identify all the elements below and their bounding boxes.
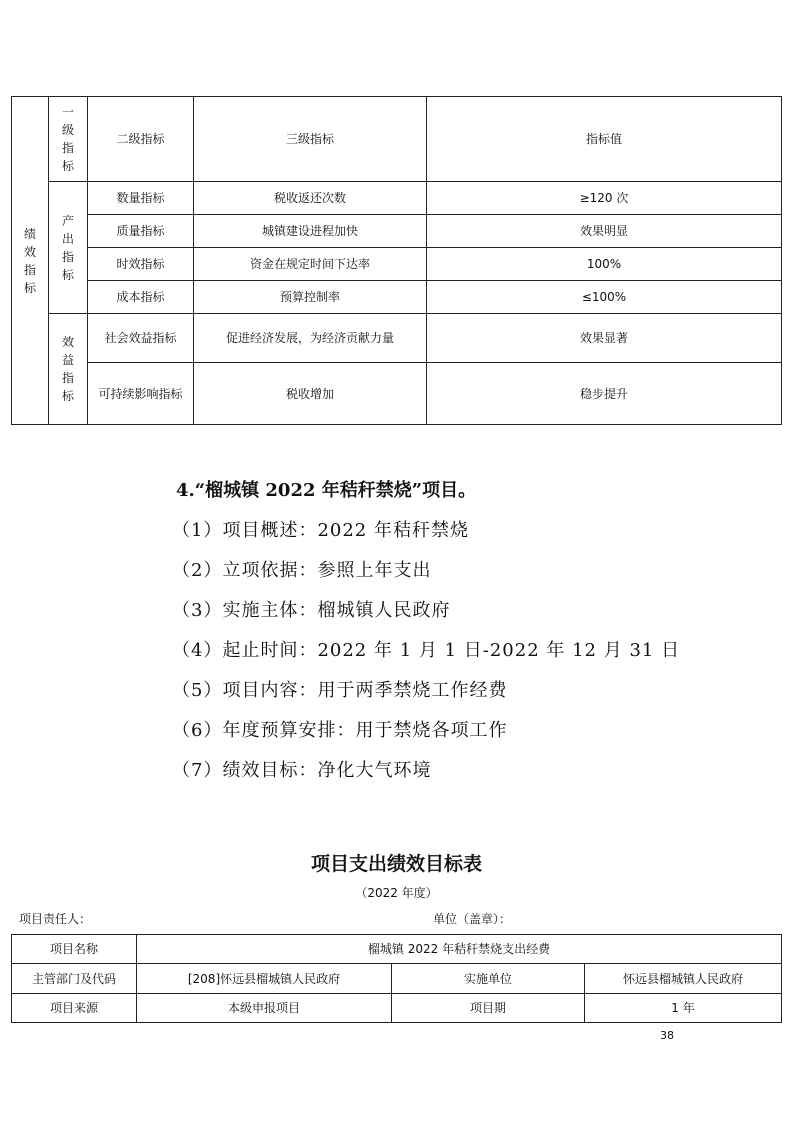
header-level2: 二级指标 — [88, 97, 194, 182]
value-cell: 100% — [427, 248, 782, 281]
benefit-label-char: 指 — [61, 371, 74, 385]
level2-cell: 社会效益指标 — [88, 314, 194, 363]
benefit-label-cell — [49, 314, 88, 425]
period-value: 1 年 — [585, 994, 782, 1023]
value-cell: ≥120 次 — [427, 182, 782, 215]
source-label: 项目来源 — [12, 994, 137, 1023]
responsible-person-label: 项目责任人： — [19, 912, 92, 926]
benefit-label-char: 标 — [61, 389, 74, 403]
level3-cell: 预算控制率 — [194, 281, 427, 314]
level2-cell: 数量指标 — [88, 182, 194, 215]
output-label-char: 出 — [61, 231, 74, 246]
section-label-char: 绩 — [23, 226, 36, 241]
level3-cell: 城镇建设进程加快 — [194, 215, 427, 248]
value-cell: 稳步提升 — [427, 363, 782, 425]
header-level1 — [49, 97, 88, 182]
level3-cell: 促进经济发展，为经济贡献力量 — [194, 314, 427, 363]
value-cell: 效果明显 — [427, 215, 782, 248]
table-row — [12, 182, 782, 215]
project-name-label: 项目名称 — [12, 935, 137, 964]
level2-cell: 时效指标 — [88, 248, 194, 281]
output-label-char: 标 — [61, 267, 74, 282]
period-label: 项目期 — [392, 994, 585, 1023]
performance-indicator-table — [11, 96, 782, 425]
section-label-cell — [12, 97, 49, 425]
section-title: 4.“榴城镇 2022 年秸秆禁烧”项目。 — [176, 480, 477, 501]
table-row — [12, 994, 782, 1023]
table-title: 项目支出绩效目标表 — [310, 853, 482, 875]
list-item: （3）实施主体：榴城镇人民政府 — [172, 600, 451, 621]
page-number: 38 — [660, 1029, 674, 1042]
level2-cell: 质量指标 — [88, 215, 194, 248]
header-level1-char: 指 — [61, 141, 74, 155]
list-item: （6）年度预算安排：用于禁烧各项工作 — [172, 720, 508, 741]
header-level1-char: 标 — [61, 159, 74, 173]
project-name-value: 榴城镇 2022 年秸秆禁烧支出经费 — [137, 935, 782, 964]
section-label-char: 效 — [23, 244, 36, 259]
list-item: （7）绩效目标：净化大气环境 — [172, 760, 432, 781]
value-cell: 效果显著 — [427, 314, 782, 363]
list-item: （4）起止时间：2022 年 1 月 1 日-2022 年 12 月 31 日 — [172, 640, 681, 661]
section-label-char: 指 — [23, 262, 36, 277]
table-year: （2022 年度） — [355, 886, 438, 900]
table-row — [12, 935, 782, 964]
level3-cell: 税收返还次数 — [194, 182, 427, 215]
level2-cell: 可持续影响指标 — [88, 363, 194, 425]
unit-seal-label: 单位（盖章）： — [433, 912, 512, 926]
table-row — [12, 314, 782, 363]
header-level1-char: 一 — [61, 105, 74, 119]
section-label-char: 标 — [23, 280, 36, 295]
impl-value: 怀远县榴城镇人民政府 — [585, 964, 782, 994]
table-row — [12, 215, 782, 248]
output-label-char: 产 — [61, 213, 74, 228]
output-label-char: 指 — [61, 249, 74, 264]
output-label-cell — [49, 182, 88, 314]
level3-cell: 资金在规定时间下达率 — [194, 248, 427, 281]
header-level3: 三级指标 — [194, 97, 427, 182]
table-row — [12, 964, 782, 994]
source-value: 本级申报项目 — [137, 994, 392, 1023]
level2-cell: 成本指标 — [88, 281, 194, 314]
header-value: 指标值 — [427, 97, 782, 182]
list-item: （5）项目内容：用于两季禁烧工作经费 — [172, 680, 508, 701]
header-level1-char: 级 — [61, 123, 74, 137]
dept-label: 主管部门及代码 — [12, 964, 137, 994]
project-target-table — [11, 934, 782, 1023]
dept-value: [208]怀远县榴城镇人民政府 — [137, 964, 392, 994]
list-item: （2）立项依据：参照上年支出 — [172, 560, 432, 581]
level3-cell: 税收增加 — [194, 363, 427, 425]
value-cell: ≤100% — [427, 281, 782, 314]
table-row — [12, 248, 782, 281]
table-row — [12, 363, 782, 425]
table-row — [12, 281, 782, 314]
list-item: （1）项目概述：2022 年秸秆禁烧 — [172, 520, 469, 541]
benefit-label-char: 益 — [61, 353, 74, 367]
benefit-label-char: 效 — [61, 335, 74, 349]
impl-label: 实施单位 — [392, 964, 585, 994]
